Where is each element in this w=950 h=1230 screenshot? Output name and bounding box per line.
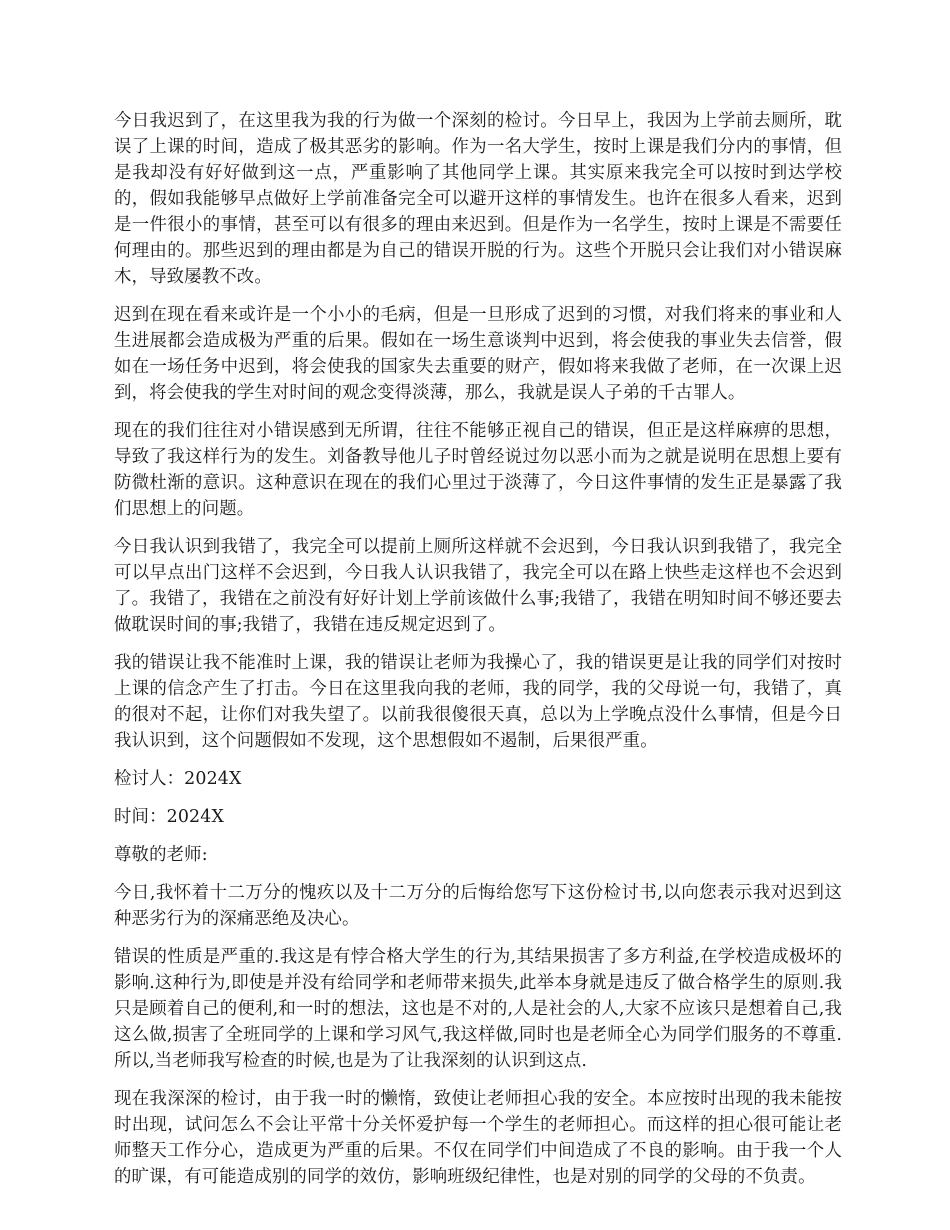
salutation: 尊敬的老师: (114, 845, 208, 865)
paragraph-lateness-apology: 今日我迟到了，在这里我为我的行为做一个深刻的检讨。今日早上，我因为上学前去厕所，耽误了上课的时间，造成了极其恶劣的影响。作为一名大学生，按时上课是我们分内的事情，但是我却没有好好做到这一点，严重影响了其他同学上课。其实原来我完全可以按时到达学校的，假如我能够早点做好上学前准备完全可以避开这样的事情发生。也许在很多人看来，迟到是一件很小的事情，甚至可以有很多的理由来迟到。但是作为一名学生，按时上课是不需要任何理由的。那些迟到的理由都是为自己的错误开脱的行为。这些个开脱只会让我们对小错误麻木，导致屡教不改。 (114, 111, 842, 287)
paragraph-nature-of-error: 错误的性质是严重的.我这是有悖合格大学生的行为,其结果损害了多方利益,在学校造成极坏的影响.这种行为,即使是并没有给同学和老师带来损失,此举本身就是违反了做合格学生的原则.我只是顾着自己的便利,和一时的想法，这也是不对的,人是社会的人,大家不应该只是想着自己,我这么做,损害了全班同学的上课和学习风气,我这样做,同时也是老师全心为同学们服务的不尊重.所以,当老师我写检查的时候,也是为了让我深刻的认识到这点. (114, 947, 842, 1071)
paragraph-consequences: 迟到在现在看来或许是一个小小的毛病，但是一旦形成了迟到的习惯，对我们将来的事业和人生进展都会造成极为严重的后果。假如在一场生意谈判中迟到，将会使我的事业失去信誉，假如在一场任务中迟到，将会使我的国家失去重要的财产，假如将来我做了老师，在一次课上迟到，将会使我的学生对时间的观念变得淡薄，那么，我就是误人子弟的千古罪人。 (114, 305, 842, 403)
document-page (114, 108, 842, 1202)
paragraph-self-reflection: 现在我深深的检讨，由于我一时的懒惰，致使让老师担心我的安全。本应按时出现的我未能按时出现，试问怎么不会让平常十分关怀爱护每一个学生的老师担心。而这样的担心很可能让老师整天工作分心，造成更为严重的后果。不仅在同学们中间造成了不良的影响。由于我一个人的旷课，有可能造成别的同学的效仿，影响班级纪律性，也是对别的同学的父母的不负责。 (114, 1089, 842, 1187)
paragraph-apology-to-others: 我的错误让我不能准时上课，我的错误让老师为我操心了，我的错误更是让我的同学们对按时上课的信念产生了打击。今日在这里我向我的老师，我的同学，我的父母说一句，我错了，真的很对不起，让你们对我失望了。以前我很傻很天真，总以为上学晚点没什么事情，但是今日我认识到，这个问题假如不发现，这个思想假如不遏制，后果很严重。 (114, 653, 842, 751)
date-line: 时间：2024X (114, 807, 225, 827)
paragraph-i-was-wrong: 今日我认识到我错了，我完全可以提前上厕所这样就不会迟到，今日我认识到我错了，我完全可以早点出门这样不会迟到，今日我人认识我错了，我完全可以在路上快些走这样也不会迟到了。我错了，我错在之前没有好好计划上学前该做什么事;我错了，我错在明知时间不够还要去做耽误时间的事;我错了，我错在违反规定迟到了。 (114, 537, 842, 635)
paragraph-attitude: 现在的我们往往对小错误感到无所谓，往往不能够正视自己的错误，但正是这样麻痹的思想，导致了我这样行为的发生。刘备教导他儿子时曾经说过勿以恶小而为之就是说明在思想上要有防微杜渐的意识。这种意识在现在的我们心里过于淡薄了，今日这件事情的发生正是暴露了我们思想上的问题。 (114, 421, 842, 519)
paragraph-remorse: 今日,我怀着十二万分的愧疚以及十二万分的后悔给您写下这份检讨书,以向您表示我对迟到这种恶劣行为的深痛恶绝及决心。 (114, 883, 842, 929)
signature-line: 检讨人：2024X (114, 769, 242, 789)
